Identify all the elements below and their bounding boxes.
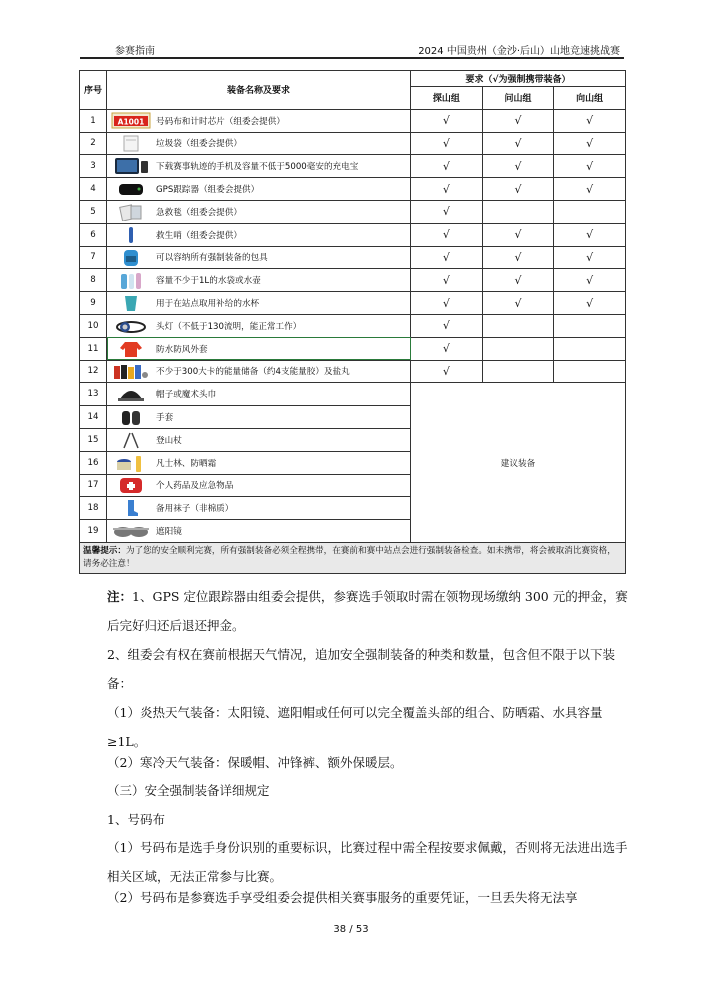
gps-tracker-icon — [111, 180, 151, 199]
requirement-cell — [482, 314, 554, 337]
equipment-name-cell — [107, 474, 411, 497]
row-number: 15 — [80, 428, 107, 451]
paragraph-text: 2、组委会有权在赛前根据天气情况，追加安全强制装备的种类和数量，包含但不限于以下装备： — [107, 647, 615, 691]
equipment-name-cell — [107, 155, 411, 178]
requirement-cell: √ — [411, 314, 483, 337]
suggested-equipment-cell: 建议装备 — [411, 383, 626, 543]
row-number: 5 — [80, 200, 107, 223]
equipment-name-cell — [107, 292, 411, 315]
row-number: 14 — [80, 406, 107, 429]
tip-text: 为了您的安全顺利完赛，所有强制装备必须全程携带，在赛前和赛中站点会进行强制装备检查。如未携带，将会被取消比赛资格，请务必注意！ — [83, 545, 616, 569]
equipment-name: 用于在站点取用补给的水杯 — [156, 299, 260, 310]
equipment-name: 遮阳镜 — [156, 527, 182, 538]
equipment-name-cell — [107, 314, 411, 337]
requirement-cell — [482, 360, 554, 383]
equipment-name: 防水防风外套 — [156, 344, 208, 355]
equipment-name-cell — [107, 269, 411, 292]
row-number: 7 — [80, 246, 107, 269]
note-paragraph-1 — [80, 582, 628, 640]
table-header-row — [80, 71, 626, 87]
equipment-name-cell — [107, 246, 411, 269]
requirement-cell: √ — [554, 292, 626, 315]
section-heading — [80, 776, 628, 805]
table-row — [80, 292, 626, 315]
note-text: 1、GPS 定位跟踪器由组委会提供，参赛选手领取时需在领物现场缴纳 300 元的押金，赛后完好归还后退还押金。 — [107, 589, 628, 633]
equipment-name: 号码布和计时芯片（组委会提供） — [156, 116, 285, 127]
page-header-right: 2024 中国贵州（金沙·后山）山地竞速挑战赛 — [418, 46, 620, 57]
svg-text:A1001: A1001 — [117, 117, 145, 127]
equipment-name-cell — [107, 109, 411, 132]
requirement-cell: √ — [411, 155, 483, 178]
col-no-header: 序号 — [80, 71, 107, 110]
backpack-icon — [111, 248, 151, 267]
table-row — [80, 155, 626, 178]
paragraph-text: （1）炎热天气装备：太阳镜、遮阳帽或任何可以完全覆盖头部的组合、防晒霜、水具容量≥1L。 — [107, 705, 603, 749]
requirement-cell: √ — [482, 292, 554, 315]
phone-icon — [111, 157, 151, 176]
equipment-name-cell — [107, 383, 411, 406]
equipment-name-cell — [107, 132, 411, 155]
paragraph-text: （1）号码布是选手身份识别的重要标识，比赛过程中需全程按要求佩戴，否则将无法进出选手相关区域，无法正常参与比赛。 — [107, 840, 628, 884]
requirement-cell: √ — [554, 155, 626, 178]
trekking-poles-icon — [111, 430, 151, 449]
equipment-name-cell — [107, 200, 411, 223]
requirement-cell — [482, 200, 554, 223]
tip-cell — [80, 542, 626, 573]
bottle-icon — [111, 271, 151, 290]
tip-label: 温馨提示： — [83, 545, 126, 556]
equipment-name: 可以容纳所有强制装备的包具 — [156, 253, 268, 264]
table-row — [80, 269, 626, 292]
requirement-cell — [482, 337, 554, 360]
group-header: 向山组 — [554, 87, 626, 110]
requirement-cell: √ — [411, 223, 483, 246]
requirement-cell: √ — [482, 155, 554, 178]
equipment-name: GPS跟踪器（组委会提供） — [156, 185, 260, 196]
paragraph-text: （三）安全强制装备详细规定 — [107, 783, 270, 798]
equipment-name-cell — [107, 428, 411, 451]
row-number: 4 — [80, 178, 107, 201]
blanket-icon — [111, 202, 151, 221]
equipment-name: 手套 — [156, 413, 174, 424]
equipment-name: 容量不少于1L的水袋或水壶 — [156, 276, 261, 287]
equipment-name-cell — [107, 451, 411, 474]
equipment-name: 垃圾袋（组委会提供） — [156, 139, 242, 150]
cold-weather-paragraph — [80, 748, 628, 777]
paragraph-text: （2）寒冷天气装备：保暖帽、冲锋裤、额外保暖层。 — [107, 755, 403, 770]
page-number: 38 / 53 — [333, 924, 369, 935]
sunglasses-icon — [111, 522, 151, 541]
requirement-cell: √ — [411, 337, 483, 360]
row-number: 9 — [80, 292, 107, 315]
socks-icon — [111, 499, 151, 518]
table-row — [80, 132, 626, 155]
requirement-cell: √ — [411, 178, 483, 201]
equipment-name: 帽子或魔术头巾 — [156, 390, 217, 401]
table-row — [80, 337, 626, 360]
table-row — [80, 383, 626, 406]
row-number: 2 — [80, 132, 107, 155]
table-row — [80, 314, 626, 337]
equipment-name: 凡士林、防晒霜 — [156, 458, 217, 469]
requirement-cell: √ — [482, 109, 554, 132]
whistle-icon — [111, 225, 151, 244]
requirement-cell — [554, 337, 626, 360]
equipment-name-cell — [107, 520, 411, 543]
requirement-cell — [554, 200, 626, 223]
equipment-name-cell — [107, 406, 411, 429]
requirement-cell: √ — [554, 109, 626, 132]
paragraph-text: 1、号码布 — [107, 812, 165, 827]
row-number: 17 — [80, 474, 107, 497]
row-number: 12 — [80, 360, 107, 383]
requirement-cell: √ — [411, 200, 483, 223]
gloves-icon — [111, 408, 151, 427]
requirement-cell — [554, 314, 626, 337]
row-number: 3 — [80, 155, 107, 178]
equipment-name-cell — [107, 223, 411, 246]
row-number: 1 — [80, 109, 107, 132]
equipment-name: 头灯（不低于130流明，能正常工作） — [156, 321, 302, 332]
row-number: 8 — [80, 269, 107, 292]
page-header-left: 参赛指南 — [115, 46, 155, 57]
row-number: 6 — [80, 223, 107, 246]
requirement-cell: √ — [411, 292, 483, 315]
equipment-name: 救生哨（组委会提供） — [156, 230, 242, 241]
table-row — [80, 200, 626, 223]
jacket-icon — [111, 339, 151, 358]
table-row — [80, 178, 626, 201]
requirement-cell: √ — [554, 132, 626, 155]
requirement-cell: √ — [411, 132, 483, 155]
equipment-name-cell — [107, 360, 411, 383]
row-number: 11 — [80, 337, 107, 360]
requirement-cell — [554, 360, 626, 383]
equipment-name: 下载赛事轨迹的手机及容量不低于5000毫安的充电宝 — [156, 162, 359, 173]
cup-icon — [111, 294, 151, 313]
requirement-cell: √ — [411, 269, 483, 292]
table-row — [80, 223, 626, 246]
bib-icon — [111, 111, 151, 130]
table-row — [80, 109, 626, 132]
equipment-name: 登山杖 — [156, 435, 182, 446]
paragraph-text: （2）号码布是参赛选手享受组委会提供相关赛事服务的重要凭证，一旦丢失将无法享 — [107, 890, 578, 905]
requirement-cell: √ — [554, 223, 626, 246]
row-number: 18 — [80, 497, 107, 520]
bib-rule-2 — [80, 883, 628, 912]
equipment-name-cell — [107, 337, 411, 360]
requirement-cell: √ — [482, 178, 554, 201]
equipment-name-cell — [107, 178, 411, 201]
group-header: 探山组 — [411, 87, 483, 110]
requirement-cell: √ — [482, 246, 554, 269]
row-number: 13 — [80, 383, 107, 406]
trash-bag-icon — [111, 134, 151, 153]
first-aid-icon — [111, 476, 151, 495]
row-number: 16 — [80, 451, 107, 474]
equipment-name: 不少于300大卡的能量储备（约4支能量胶）及盐丸 — [156, 367, 350, 378]
requirement-cell: √ — [482, 269, 554, 292]
vaseline-icon — [111, 453, 151, 472]
equipment-name: 急救毯（组委会提供） — [156, 207, 242, 218]
requirement-cell: √ — [554, 246, 626, 269]
col-name-header: 装备名称及要求 — [107, 71, 411, 110]
equipment-name: 个人药品及应急物品 — [156, 481, 234, 492]
note-label: 注： — [107, 589, 133, 604]
group-header: 问山组 — [482, 87, 554, 110]
row-number: 19 — [80, 520, 107, 543]
hat-icon — [111, 385, 151, 404]
tip-row — [80, 542, 626, 573]
table-row — [80, 246, 626, 269]
energy-gel-icon — [111, 362, 151, 381]
headlamp-icon — [111, 316, 151, 335]
requirement-cell: √ — [411, 360, 483, 383]
equipment-name-cell — [107, 497, 411, 520]
requirement-cell: √ — [411, 109, 483, 132]
row-number: 10 — [80, 314, 107, 337]
note-paragraph-2 — [80, 640, 628, 698]
subsection-heading — [80, 805, 628, 834]
equipment-name: 备用袜子（非棉质） — [156, 504, 234, 515]
requirement-cell: √ — [554, 269, 626, 292]
requirement-cell: √ — [554, 178, 626, 201]
table-row — [80, 360, 626, 383]
requirement-cell: √ — [411, 246, 483, 269]
requirement-cell: √ — [482, 132, 554, 155]
header-rule — [80, 57, 624, 59]
equipment-table — [79, 70, 626, 574]
col-req-header: 要求（√为强制携带装备） — [411, 71, 626, 87]
requirement-cell: √ — [482, 223, 554, 246]
